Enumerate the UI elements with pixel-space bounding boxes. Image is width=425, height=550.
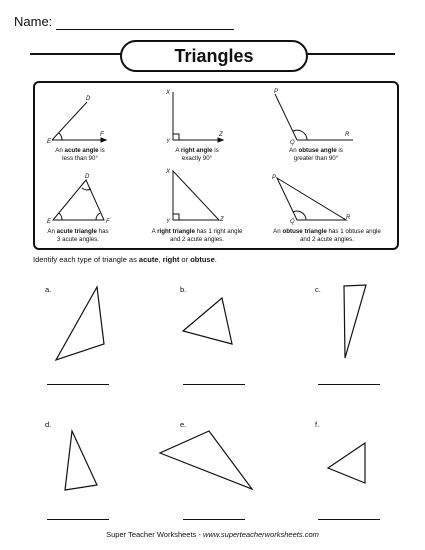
label-right-tri-y: Y bbox=[166, 219, 171, 225]
problem-label-b: b. bbox=[180, 285, 187, 294]
triangle-c bbox=[344, 285, 366, 358]
problem-label-c: c. bbox=[315, 285, 321, 294]
caption-obtuse-angle: An obtuse angle is greater than 90° bbox=[289, 147, 343, 162]
triangle-a bbox=[56, 287, 104, 360]
label-acute-d: D bbox=[86, 96, 91, 102]
answer-line-f[interactable] bbox=[318, 519, 380, 520]
answer-line-a[interactable] bbox=[47, 384, 109, 385]
page-title: Triangles bbox=[120, 40, 308, 72]
label-obtuse-r: R bbox=[345, 132, 350, 138]
label-acute-e: E bbox=[47, 139, 52, 145]
triangle-f bbox=[328, 443, 365, 483]
footer: Super Teacher Worksheets - www.superteacherworksheets.com bbox=[106, 530, 319, 539]
answer-line-b[interactable] bbox=[183, 384, 245, 385]
label-right-x: X bbox=[166, 90, 171, 96]
footer-url[interactable]: www.superteacherworksheets.com bbox=[202, 530, 319, 539]
problem-label-e: e. bbox=[180, 420, 187, 429]
instructions: Identify each type of triangle as acute, right or obtuse. bbox=[33, 255, 217, 264]
label-acute-tri-d: D bbox=[85, 174, 90, 180]
label-acute-f: F bbox=[100, 132, 104, 138]
caption-acute-angle: An acute angle is less than 90° bbox=[55, 147, 105, 162]
label-obtuse-p: P bbox=[274, 89, 279, 95]
label-obtuse-tri-p: P bbox=[272, 175, 277, 181]
triangle-b bbox=[183, 298, 232, 344]
problem-label-d: d. bbox=[45, 420, 52, 429]
problem-label-f: f. bbox=[315, 420, 320, 429]
answer-line-d[interactable] bbox=[47, 519, 109, 520]
caption-obtuse-triangle: An obtuse triangle has 1 obtuse angle and 2 acute angles. bbox=[273, 228, 381, 243]
caption-acute-triangle: An acute triangle has 3 acute angles. bbox=[47, 228, 109, 243]
label-right-tri-x: X bbox=[166, 169, 171, 175]
caption-right-angle: A right angle is exactly 90° bbox=[175, 147, 219, 162]
label-right-tri-z: Z bbox=[220, 217, 224, 223]
label-obtuse-tri-q: Q bbox=[290, 219, 295, 225]
name-label: Name: bbox=[14, 14, 53, 29]
footer-brand: Super Teacher Worksheets bbox=[106, 530, 197, 539]
label-right-z: Z bbox=[219, 132, 223, 138]
triangle-d bbox=[65, 431, 97, 490]
triangle-e bbox=[160, 431, 252, 489]
label-obtuse-q: Q bbox=[290, 140, 295, 146]
label-acute-tri-e: E bbox=[47, 219, 52, 225]
problem-label-a: a. bbox=[45, 285, 52, 294]
label-right-y: Y bbox=[166, 139, 171, 145]
answer-line-e[interactable] bbox=[183, 519, 245, 520]
label-obtuse-tri-r: R bbox=[346, 215, 351, 221]
label-acute-tri-f: F bbox=[106, 219, 110, 225]
caption-right-triangle: A right triangle has 1 right angle and 2 acute angles. bbox=[151, 228, 243, 243]
answer-line-c[interactable] bbox=[318, 384, 380, 385]
